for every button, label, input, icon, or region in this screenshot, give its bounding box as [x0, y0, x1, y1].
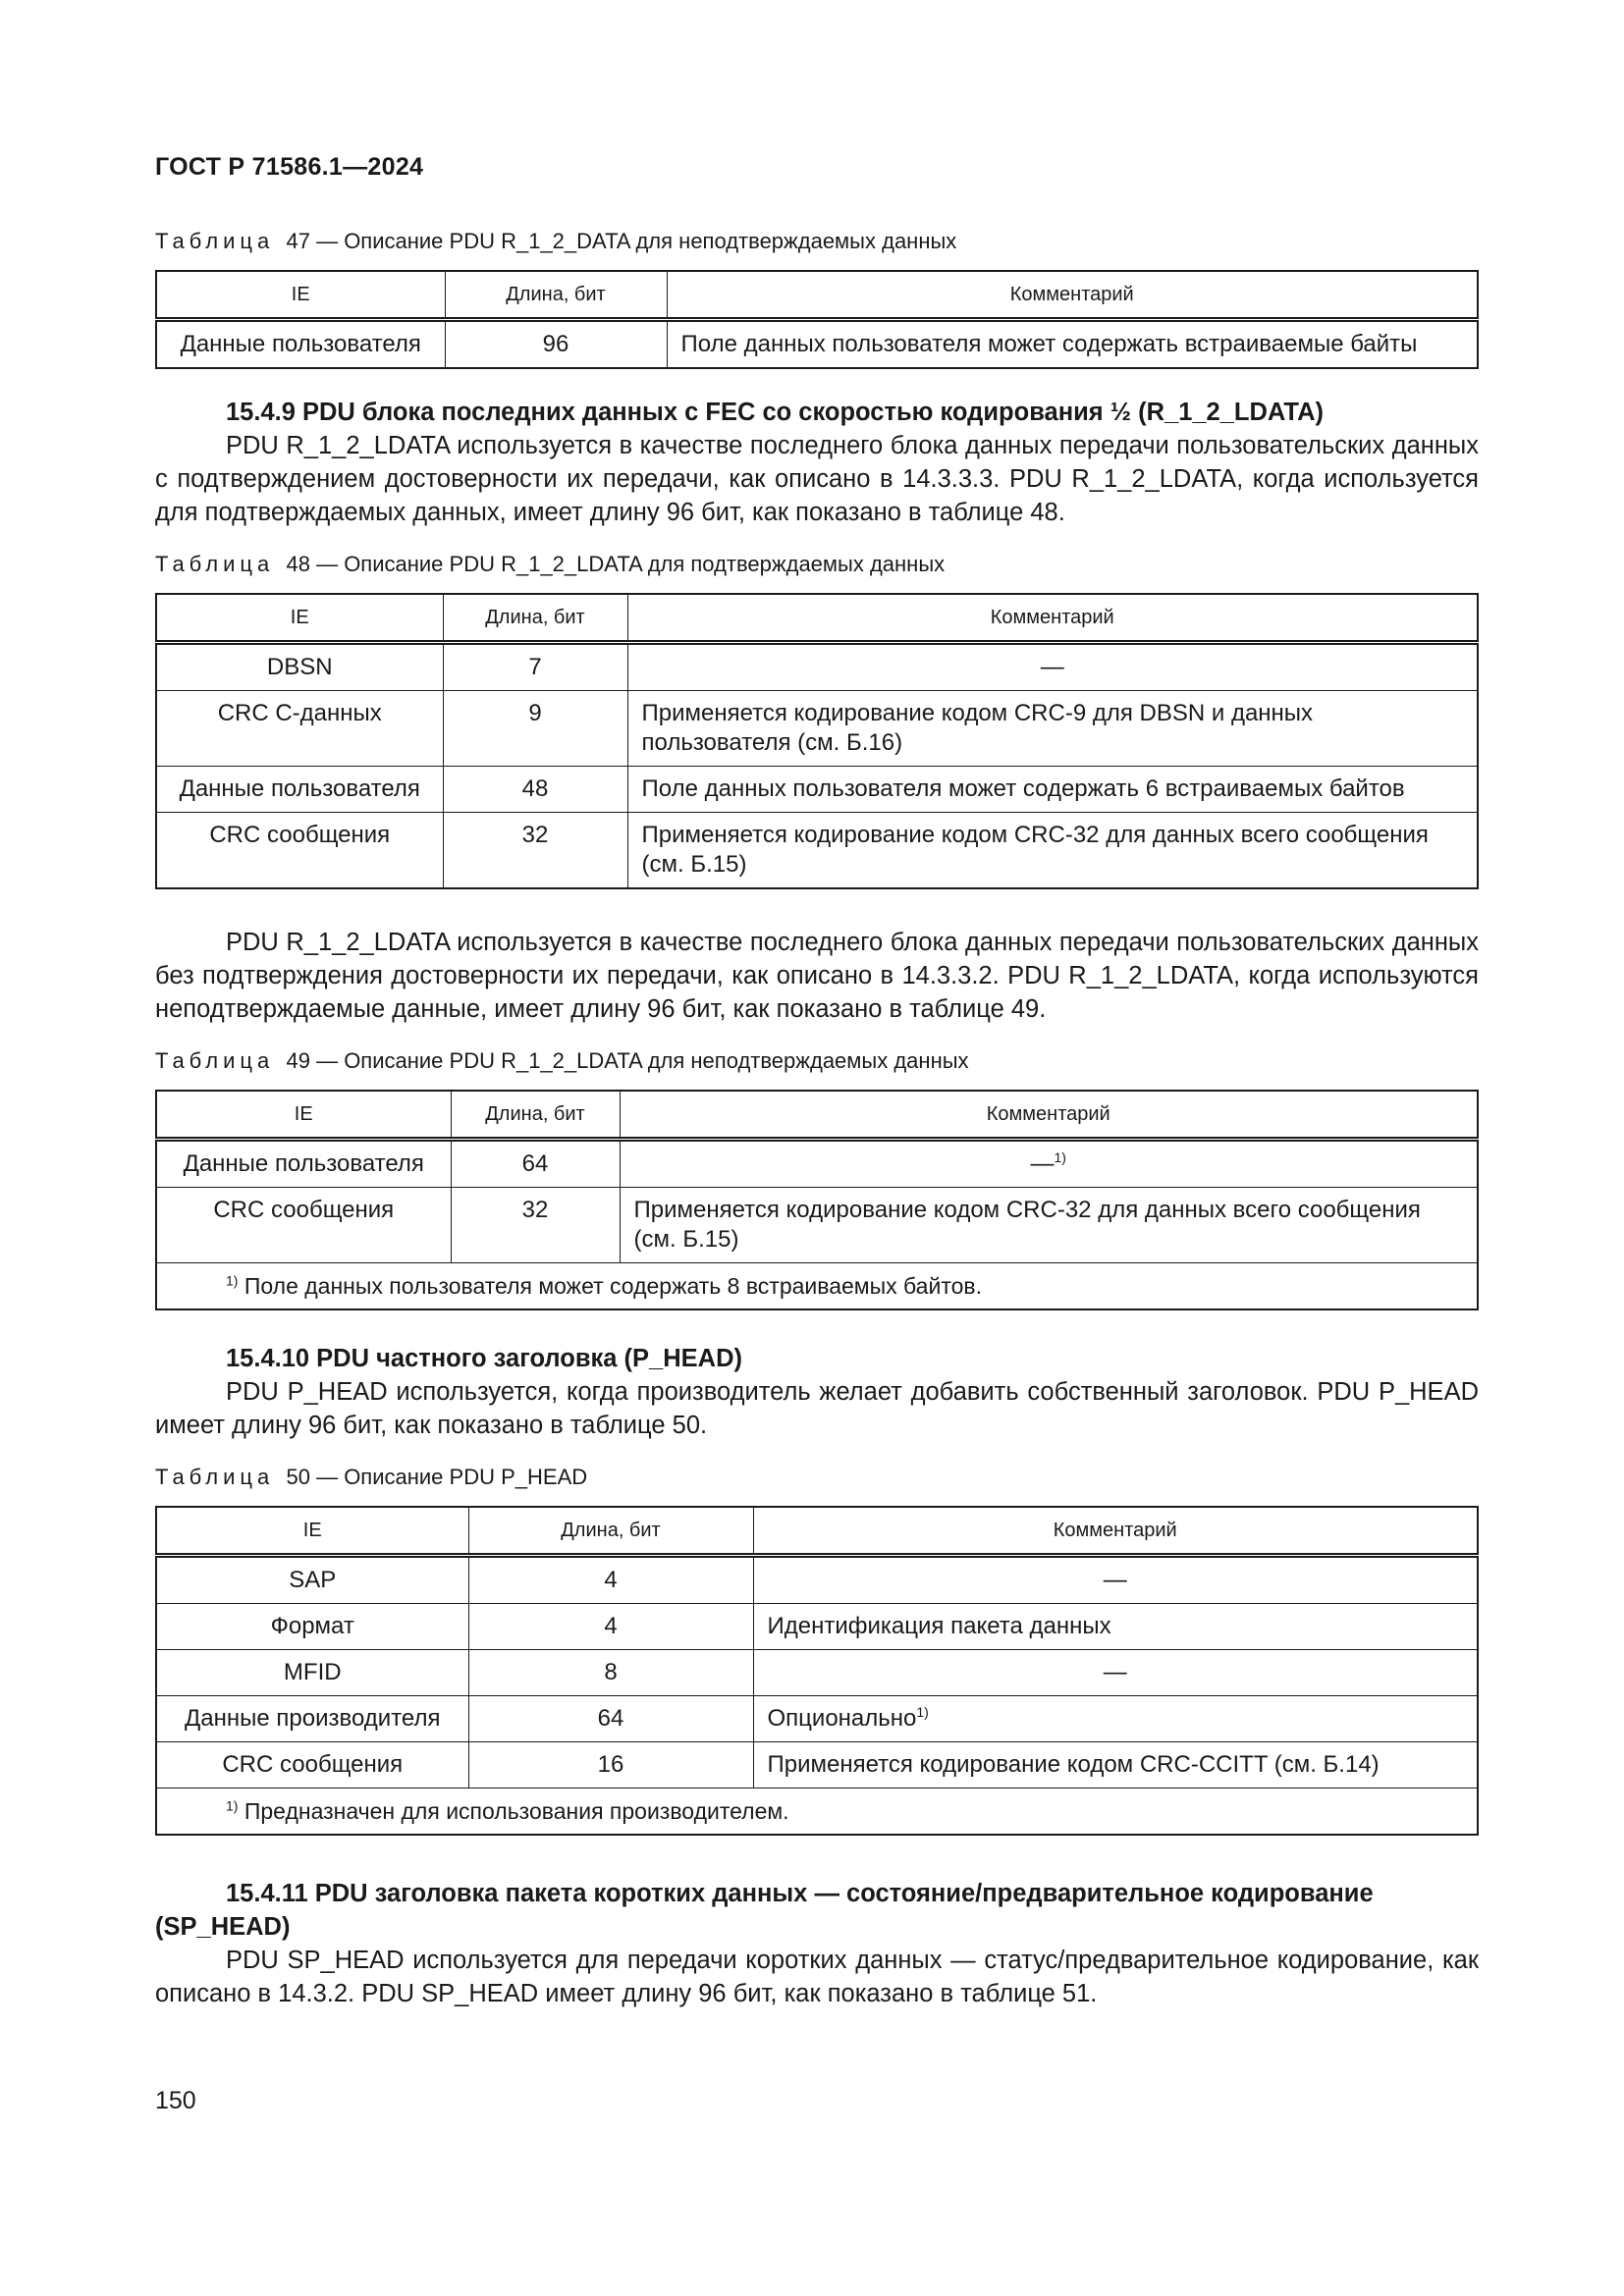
table-row — [156, 1696, 1478, 1742]
table-row — [156, 1140, 1478, 1188]
table-cell: — — [753, 1650, 1478, 1696]
paragraph-text: PDU R_1_2_LDATA используется в качестве последнего блока данных передачи пользовательских данных с подтверждением достоверности их передачи, как описано в 14.3.3.3. PDU R_1_2_LDATA, когда используется для подтверждаемых данных, имеет длину 96 бит, как показано в таблице 48. — [155, 432, 1479, 526]
table-cell: Данные производителя — [156, 1696, 468, 1742]
table-header-cell: Комментарий — [667, 271, 1478, 320]
table-cell: CRC С-данных — [156, 691, 443, 767]
table-header-row — [156, 1091, 1478, 1140]
table-cell: 7 — [443, 643, 627, 691]
table-row — [156, 643, 1478, 691]
cell-text: Опционально — [767, 1705, 917, 1732]
table-cell: MFID — [156, 1650, 468, 1696]
table-cell: Данные пользователя — [156, 767, 443, 813]
paragraph — [155, 1944, 1479, 2010]
table-50 — [155, 1506, 1479, 1836]
table48-caption-text: 48 — Описание PDU R_1_2_LDATA для подтверждаемых данных — [286, 552, 946, 576]
table-row — [156, 1556, 1478, 1604]
table-header-cell: Длина, бит — [468, 1507, 753, 1556]
table-cell: 4 — [468, 1604, 753, 1650]
table-cell: SAP — [156, 1556, 468, 1604]
table-48 — [155, 593, 1479, 889]
table-header-cell: IE — [156, 271, 445, 320]
table-row — [156, 1650, 1478, 1696]
section-heading-15-4-11 — [155, 1877, 1479, 1944]
table-header-row — [156, 1507, 1478, 1556]
table-cell: CRC сообщения — [156, 1188, 451, 1263]
table-header-cell: Длина, бит — [445, 271, 667, 320]
table-cell: — — [627, 643, 1478, 691]
table-row — [156, 1742, 1478, 1789]
table-cell: Идентификация пакета данных — [753, 1604, 1478, 1650]
table-header-cell: Длина, бит — [451, 1091, 620, 1140]
paragraph-text: PDU P_HEAD используется, когда производитель желает добавить собственный заголовок. PDU P_HEAD имеет длину 96 бит, как показано в таблице 50. — [155, 1378, 1479, 1439]
table-header-cell: IE — [156, 1507, 468, 1556]
paragraph-text: PDU R_1_2_LDATA используется в качестве последнего блока данных передачи пользовательских данных без подтверждения достоверности их передачи, как описано в 14.3.3.2. PDU R_1_2_LDATA, когда используются неподтверждаемые данные, имеет длину 96 бит, как показано в таблице 49. — [155, 929, 1479, 1023]
table-row — [156, 691, 1478, 767]
table-cell: DBSN — [156, 643, 443, 691]
table-row — [156, 1188, 1478, 1263]
footnote-mark: 1) — [226, 1272, 239, 1289]
dash: — — [1030, 1150, 1055, 1177]
table-cell: 32 — [443, 813, 627, 889]
table48-caption-prefix: Таблица — [155, 552, 275, 576]
table-cell: 4 — [468, 1556, 753, 1604]
table-cell: Применяется кодирование кодом CRC-CCITT (см. Б.14) — [753, 1742, 1478, 1789]
table-header-cell: Комментарий — [627, 594, 1478, 643]
table-cell: 8 — [468, 1650, 753, 1696]
table50-caption-prefix: Таблица — [155, 1465, 275, 1489]
table-cell: Применяется кодирование кодом CRC-32 для данных всего сообщения (см. Б.15) — [620, 1188, 1478, 1263]
table-cell: Данные пользователя — [156, 320, 445, 369]
table-cell: Данные пользователя — [156, 1140, 451, 1188]
table-cell: CRC сообщения — [156, 1742, 468, 1789]
table-cell: Поле данных пользователя может содержать встраиваемые байты — [667, 320, 1478, 369]
table-footnote-row — [156, 1263, 1478, 1310]
section-title: 15.4.9 PDU блока последних данных с FEC со скоростью кодирования ½ (R_1_2_LDATA) — [226, 399, 1325, 426]
footnote-text: Предназначен для использования производителем. — [244, 1798, 789, 1824]
table49-caption-text: 49 — Описание PDU R_1_2_LDATA для неподтверждаемых данных — [286, 1048, 969, 1073]
section-title: 15.4.10 PDU частного заголовка (P_HEAD) — [226, 1345, 742, 1372]
footnote-mark: 1) — [226, 1797, 239, 1814]
table-cell: 9 — [443, 691, 627, 767]
table-cell: 32 — [451, 1188, 620, 1263]
table-footnote — [156, 1789, 1478, 1836]
table-row — [156, 813, 1478, 889]
table50-caption-text: 50 — Описание PDU P_HEAD — [286, 1465, 588, 1489]
paragraph — [155, 429, 1479, 529]
table-49 — [155, 1090, 1479, 1310]
table-cell: Применяется кодирование кодом CRC-32 для данных всего сообщения (см. Б.15) — [627, 813, 1478, 889]
table-cell: CRC сообщения — [156, 813, 443, 889]
table-cell: 16 — [468, 1742, 753, 1789]
table-footnote — [156, 1263, 1478, 1310]
paragraph-text: PDU SP_HEAD используется для передачи коротких данных — статус/предварительное кодирование, как описано в 14.3.2. PDU SP_HEAD имеет длину 96 бит, как показано в таблице 51. — [155, 1947, 1479, 2007]
table-row — [156, 767, 1478, 813]
table-cell: Применяется кодирование кодом CRC-9 для DBSN и данных пользователя (см. Б.16) — [627, 691, 1478, 767]
table48-caption — [155, 552, 945, 577]
paragraph — [155, 1375, 1479, 1442]
table-cell — [620, 1140, 1478, 1188]
table-header-row — [156, 594, 1478, 643]
table-row — [156, 320, 1478, 369]
section-heading-15-4-10 — [155, 1342, 1479, 1375]
table47-caption — [155, 229, 956, 254]
section-title: 15.4.11 PDU заголовка пакета коротких данных — состояние/предварительное кодирование (SP_HEAD) — [155, 1880, 1374, 1941]
paragraph — [155, 926, 1479, 1026]
table-header-cell: Комментарий — [620, 1091, 1478, 1140]
table49-caption-prefix: Таблица — [155, 1048, 275, 1073]
footnote-ref: 1) — [916, 1704, 929, 1720]
table-cell: Формат — [156, 1604, 468, 1650]
table-header-cell: Длина, бит — [443, 594, 627, 643]
table-cell: 64 — [451, 1140, 620, 1188]
footnote-text: Поле данных пользователя может содержать 8 встраиваемых байтов. — [244, 1273, 982, 1299]
table47-caption-text: 47 — Описание PDU R_1_2_DATA для неподтверждаемых данных — [286, 229, 957, 253]
table50-caption — [155, 1465, 587, 1490]
section-heading-15-4-9 — [155, 396, 1479, 429]
footnote-ref: 1) — [1054, 1149, 1066, 1165]
table49-caption — [155, 1048, 969, 1074]
table-footnote-row — [156, 1789, 1478, 1836]
table-cell: Поле данных пользователя может содержать 6 встраиваемых байтов — [627, 767, 1478, 813]
page-number: 150 — [155, 2087, 196, 2114]
table-cell: — — [753, 1556, 1478, 1604]
table-cell: 96 — [445, 320, 667, 369]
table-cell — [753, 1696, 1478, 1742]
table47-caption-prefix: Таблица — [155, 229, 275, 253]
table-cell: 48 — [443, 767, 627, 813]
table-47 — [155, 270, 1479, 369]
table-row — [156, 1604, 1478, 1650]
table-header-cell: IE — [156, 1091, 451, 1140]
table-header-cell: Комментарий — [753, 1507, 1478, 1556]
table-header-row — [156, 271, 1478, 320]
document-header: ГОСТ Р 71586.1—2024 — [155, 153, 424, 181]
table-header-cell: IE — [156, 594, 443, 643]
table-cell: 64 — [468, 1696, 753, 1742]
